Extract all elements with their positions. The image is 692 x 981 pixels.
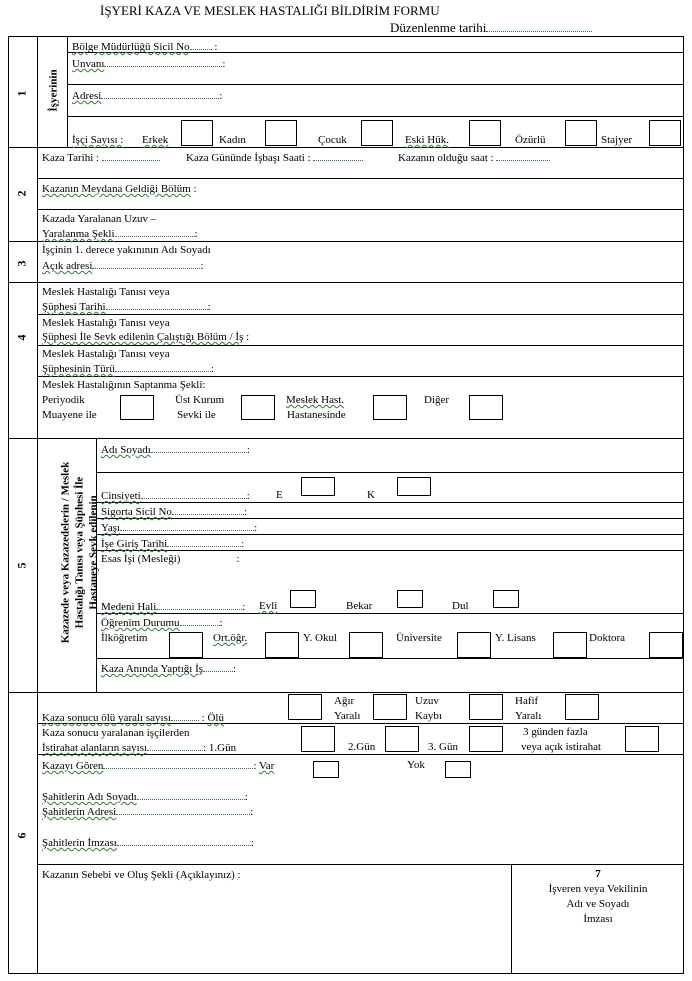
section-2-number: 2 xyxy=(14,190,29,197)
kadin-label: Kadın xyxy=(219,134,246,146)
dul-checkbox[interactable] xyxy=(493,590,519,608)
ilkogretim-checkbox[interactable] xyxy=(169,632,203,658)
section-5-number: 5 xyxy=(14,562,29,569)
e-label: E xyxy=(276,489,283,501)
section-5-side-label-1: Kazazede veya Kazazedelerin / Meslek xyxy=(59,461,72,644)
diger-label: Diğer xyxy=(424,394,450,406)
erkek-cinsiyet-checkbox[interactable] xyxy=(301,477,335,496)
doktora-checkbox[interactable] xyxy=(649,632,683,658)
fazla-label-2: veya açık istirahat xyxy=(521,741,602,753)
cocuk-label: Çocuk xyxy=(318,134,347,146)
meslek-hast-label-2: Hastanesinde xyxy=(287,409,346,421)
erkek-checkbox[interactable] xyxy=(181,120,213,146)
section-5-side-label-3: Hastaneye Sevk edilenin xyxy=(87,495,100,610)
uzuv-label-2: Yaralanma Şekli : xyxy=(42,228,198,240)
stajyer-checkbox[interactable] xyxy=(649,120,681,146)
tani-tarihi-label-1: Meslek Hastalığı Tanısı veya xyxy=(42,286,170,298)
section-3-number: 3 xyxy=(14,260,29,267)
kaza-tarihi-label: Kaza Tarihi : xyxy=(42,151,160,164)
gun-2-checkbox[interactable] xyxy=(385,726,419,752)
uzuv-kaybi-label-2: Kaybı xyxy=(415,710,442,722)
yok-checkbox[interactable] xyxy=(445,761,471,778)
eski-huk-checkbox[interactable] xyxy=(469,120,501,146)
olu-checkbox[interactable] xyxy=(288,694,322,720)
uzuv-kaybi-checkbox[interactable] xyxy=(469,694,503,720)
y-okul-checkbox[interactable] xyxy=(349,632,383,658)
periyodik-label-1: Periyodik xyxy=(42,394,85,406)
yok-label: Yok xyxy=(407,759,425,771)
istirahat-label-1: Kaza sonucu yaralanan işçilerden xyxy=(42,727,190,739)
tani-turu-label-1: Meslek Hastalığı Tanısı veya xyxy=(42,348,170,360)
isbasi-saati-label: Kaza Gününde İşbaşı Saati : xyxy=(186,151,363,164)
section-5-side-label-2: Hastalığı Tanısı veya Şüphesi İle xyxy=(73,476,86,629)
gun-1-checkbox[interactable] xyxy=(301,726,335,752)
cocuk-checkbox[interactable] xyxy=(361,120,393,146)
section-1-number: 1 xyxy=(14,90,29,97)
form-title: İŞYERİ KAZA VE MESLEK HASTALIĞI BİLDİRİM FORMU xyxy=(100,3,440,18)
dul-label: Dul xyxy=(452,600,469,612)
diger-checkbox[interactable] xyxy=(469,395,503,420)
gun-2-label: 2.Gün xyxy=(348,741,376,753)
universite-checkbox[interactable] xyxy=(457,632,491,658)
yas-label: Yaşı : xyxy=(101,522,258,534)
ozurlu-label: Özürlü xyxy=(515,134,546,146)
isveren-label-1: İşveren veya Vekilinin xyxy=(548,883,648,895)
ust-kurum-checkbox[interactable] xyxy=(241,395,275,420)
ilkogretim-label: İlköğretim xyxy=(101,632,148,644)
section-6-number: 6 xyxy=(14,832,29,839)
acik-adres-label: Açık adresi : xyxy=(42,260,204,272)
erkek-label: Erkek xyxy=(142,134,169,146)
sahit-ad-label: Şahitlerin Adı Soyadı : xyxy=(42,791,248,803)
cinsiyet-label: Cinsiyeti : xyxy=(101,490,250,502)
kaza-sebebi-label: Kazanın Sebebi ve Oluş Şekli (Açıklayınız) : xyxy=(42,869,241,881)
tani-tarihi-label-2: Şüphesi Tarihi : xyxy=(42,301,211,313)
agir-label-2: Yaralı xyxy=(334,710,361,722)
y-lisans-checkbox[interactable] xyxy=(553,632,587,658)
ise-giris-label: İşe Giriş Tarihi : xyxy=(101,538,245,550)
hafif-label-1: Hafif xyxy=(515,695,539,707)
universite-label: Üniversite xyxy=(396,632,442,644)
uzuv-kaybi-label-1: Uzuv xyxy=(415,695,439,707)
evli-checkbox[interactable] xyxy=(290,590,316,608)
evli-label: Evli xyxy=(259,600,278,612)
bekar-label: Bekar xyxy=(346,600,373,612)
sahit-imza-label: Şahitlerin İmzası : xyxy=(42,837,254,849)
sicil-label: Bölge Müdürlüğü Sicil No : xyxy=(72,41,218,53)
olu-yarali-label: Kaza sonucu ölü yaralı sayısı : Ölü xyxy=(42,712,224,724)
k-label: K xyxy=(367,489,375,501)
isci-sayisi-label: İşçi Sayısı : xyxy=(72,134,124,146)
kaza-saati-label: Kazanın olduğu saat : xyxy=(398,151,550,164)
fazla-label-1: 3 günden fazla xyxy=(523,726,588,738)
stajyer-label: Stajyer xyxy=(601,134,633,146)
date-label: Düzenlenme tarihi xyxy=(390,20,592,35)
gun-3-checkbox[interactable] xyxy=(469,726,503,752)
agir-label-1: Ağır xyxy=(334,695,355,707)
saptanma-label: Meslek Hastalığının Saptanma Şekli: xyxy=(42,379,206,391)
eski-huk-label: Eski Hük. xyxy=(405,134,449,146)
yaptigi-is-label: Kaza Anında Yaptığı İş : xyxy=(101,663,237,675)
sigorta-label: Sigorta Sicil No : xyxy=(101,506,247,518)
istirahat-label-2: İstirahat alanların sayısı : 1.Gün xyxy=(42,742,237,754)
fazla-checkbox[interactable] xyxy=(625,726,659,752)
y-okul-label: Y. Okul xyxy=(303,632,338,644)
periyodik-checkbox[interactable] xyxy=(120,395,154,420)
var-checkbox[interactable] xyxy=(313,761,339,778)
ad-soyad-label: Adı Soyadı : xyxy=(101,444,250,456)
medeni-label: Medeni Hali : xyxy=(101,601,246,613)
isveren-label-3: İmzası xyxy=(583,913,613,925)
ust-kurum-label-2: Sevki ile xyxy=(177,409,216,421)
unvan-label: Unvanı : xyxy=(72,58,226,70)
kadin-checkbox[interactable] xyxy=(265,120,297,146)
ogrenim-label: Öğrenim Durumu : xyxy=(101,617,223,629)
isveren-label-2: Adı ve Soyadı xyxy=(566,898,630,910)
ort-ogr-checkbox[interactable] xyxy=(265,632,299,658)
esas-is-label: Esas İşi (Mesleği) : xyxy=(101,553,240,565)
hafif-yarali-checkbox[interactable] xyxy=(565,694,599,720)
tani-turu-label-2: Şüphesinin Türü : xyxy=(42,363,214,375)
section-1-side-label: İşyerinin xyxy=(47,69,60,112)
yakin-adi-label: İşçinin 1. derece yakınının Adı Soyadı xyxy=(42,244,211,256)
section-4-number: 4 xyxy=(14,334,29,341)
ozurlu-checkbox[interactable] xyxy=(565,120,597,146)
ust-kurum-label-1: Üst Kurum xyxy=(175,394,225,406)
section-7-number: 7 xyxy=(595,868,601,880)
adres-label: Adresi : xyxy=(72,90,223,102)
sevk-bolum-label-1: Meslek Hastalığı Tanısı veya xyxy=(42,317,170,329)
agir-yarali-checkbox[interactable] xyxy=(373,694,407,720)
sahit-adres-label: Şahitlerin Adresi : xyxy=(42,806,254,818)
y-lisans-label: Y. Lisans xyxy=(495,632,536,644)
hafif-label-2: Yaralı xyxy=(515,710,542,722)
gun-3-label: 3. Gün xyxy=(428,741,458,753)
sevk-bolum-label-2: Şüphesi İle Sevk edilenin Çalıştığı Bölüm / İş : xyxy=(42,331,250,343)
periyodik-label-2: Muayene ile xyxy=(42,409,97,421)
bolum-label: Kazanın Meydana Geldiği Bölüm : xyxy=(42,183,197,195)
bekar-checkbox[interactable] xyxy=(397,590,423,608)
uzuv-label-1: Kazada Yaralanan Uzuv – xyxy=(42,213,157,225)
kazayi-goren-label: Kazayı Gören : Var xyxy=(42,760,275,772)
meslek-hast-label-1: Meslek Hast. xyxy=(286,394,345,406)
meslek-hast-checkbox[interactable] xyxy=(373,395,407,420)
kadin-cinsiyet-checkbox[interactable] xyxy=(397,477,431,496)
doktora-label: Doktora xyxy=(589,632,626,644)
ort-ogr-label: Ort.öğr. xyxy=(213,632,248,644)
